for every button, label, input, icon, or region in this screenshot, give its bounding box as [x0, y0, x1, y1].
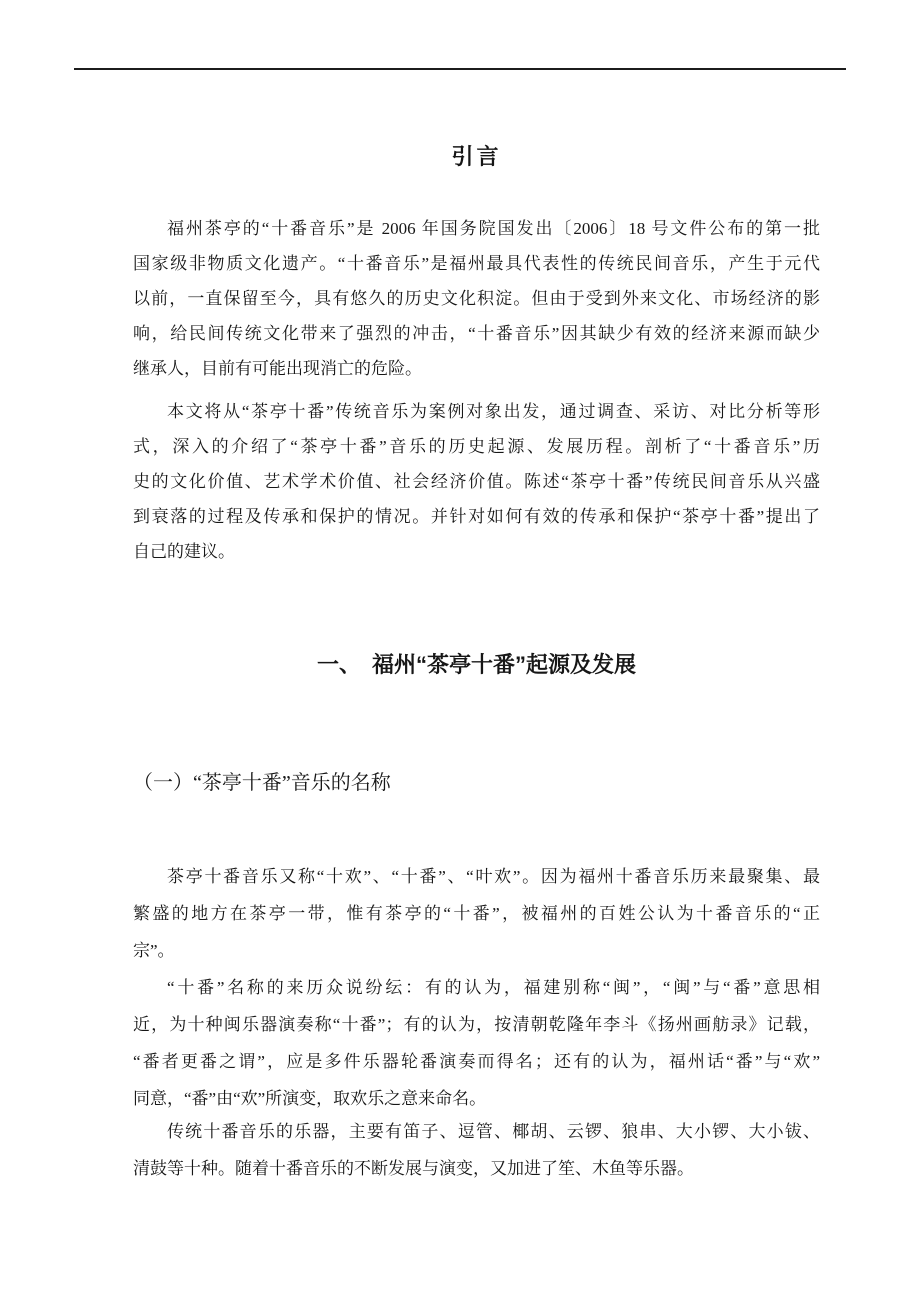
- intro-paragraph-2: [133, 394, 820, 569]
- text-line: “番者更番之谓”，应是多件乐器轮番演奏而得名；还有的认为，福州话“番”与“欢”: [133, 1052, 820, 1071]
- page-title: 引言: [451, 144, 502, 169]
- section-paragraph-2: [133, 969, 820, 1117]
- text-line: 同意，“番”由“欢”所演变，取欢乐之意来命名。: [133, 1089, 487, 1108]
- text-line: 继承人，目前有可能出现消亡的危险。: [133, 359, 422, 378]
- sub-heading: （一）“茶亭十番”音乐的名称: [133, 772, 391, 794]
- text-line: 到衰落的过程及传承和保护的情况。并针对如何有效的传承和保护“茶亭十番”提出了: [133, 507, 820, 526]
- header-rule: [74, 68, 846, 70]
- text-line: 式，深入的介绍了“茶亭十番”音乐的历史起源、发展历程。剖析了“十番音乐”历: [133, 437, 820, 456]
- section-paragraph-3: [133, 1113, 820, 1187]
- text-line: 茶亭十番音乐又称“十欢”、“十番”、“叶欢”。因为福州十番音乐历来最聚集、最: [167, 867, 820, 886]
- text-line: 自己的建议。: [133, 542, 235, 561]
- text-line: 国家级非物质文化遗产。“十番音乐”是福州最具代表性的传统民间音乐，产生于元代: [133, 254, 820, 273]
- text-line: 史的文化价值、艺术学术价值、社会经济价值。陈述“茶亭十番”传统民间音乐从兴盛: [133, 472, 820, 491]
- text-line: 宗”。: [133, 941, 175, 960]
- text-line: 以前，一直保留至今，具有悠久的历史文化积淀。但由于受到外来文化、市场经济的影: [133, 289, 820, 308]
- section-heading: 一、 福州“茶亭十番”起源及发展: [316, 652, 636, 677]
- text-line: 响，给民间传统文化带来了强烈的冲击，“十番音乐”因其缺少有效的经济来源而缺少: [133, 324, 820, 343]
- text-line: 福州茶亭的“十番音乐”是 2006 年国务院国发出〔2006〕18 号文件公布的第一批: [167, 219, 820, 238]
- text-line: 清鼓等十种。随着十番音乐的不断发展与演变，又加进了笙、木鱼等乐器。: [133, 1159, 694, 1178]
- text-line: 近，为十种闽乐器演奏称“十番”；有的认为，按清朝乾隆年李斗《扬州画舫录》记载，: [133, 1015, 820, 1034]
- text-line: 繁盛的地方在茶亭一带，惟有茶亭的“十番”，被福州的百姓公认为十番音乐的“正: [133, 904, 820, 923]
- text-line: 本文将从“茶亭十番”传统音乐为案例对象出发，通过调查、采访、对比分析等形: [167, 402, 820, 421]
- text-line: 传统十番音乐的乐器，主要有笛子、逗管、椰胡、云锣、狼串、大小锣、大小钹、: [167, 1122, 820, 1141]
- intro-paragraph-1: [133, 211, 820, 386]
- text-line: “十番”名称的来历众说纷纭：有的认为，福建别称“闽”，“闽”与“番”意思相: [167, 978, 820, 997]
- section-paragraph-1: [133, 858, 820, 969]
